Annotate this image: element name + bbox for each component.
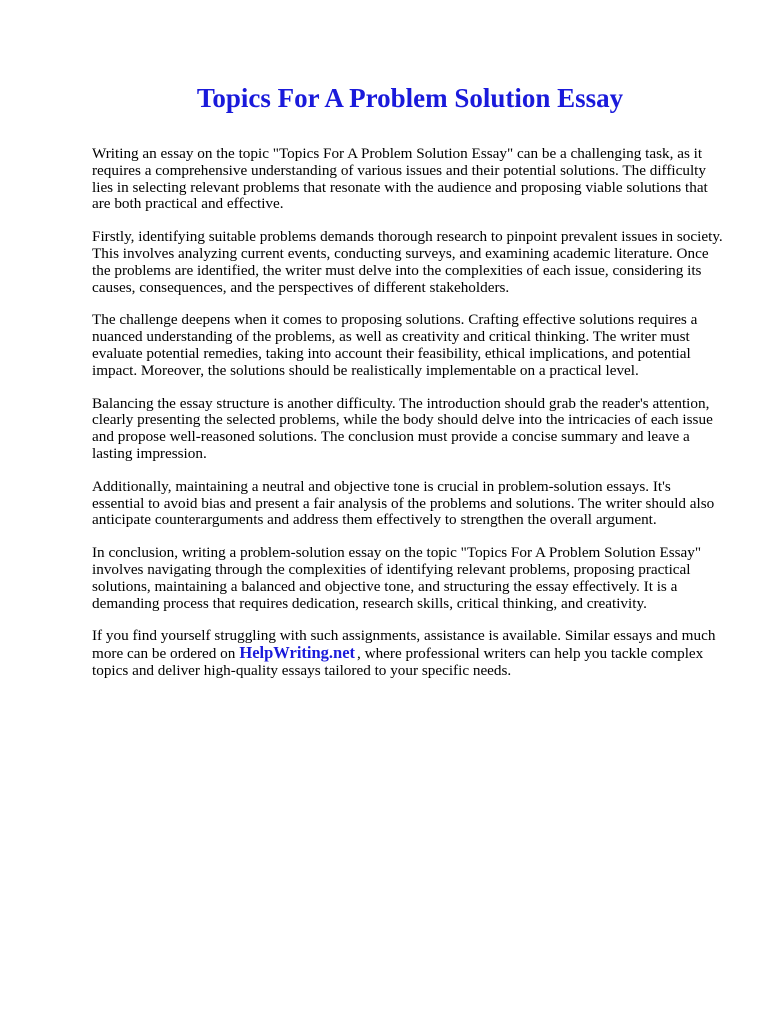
paragraph-proposing-solutions: The challenge deepens when it comes to proposing solutions. Crafting effective solutions requires a nuanced understanding of the problems, as well as creativity and critical thinking. The writer must evaluate potential remedies, taking into account their feasibility, ethical implications, and potential impact. Moreover, the solutions should be realistically implementable on a practical level. [92,311,698,379]
paragraph-objective-tone: Additionally, maintaining a neutral and objective tone is crucial in problem-solution essays. It's essential to avoid bias and present a fair analysis of the problems and solutions. The writer should also anticipate counterarguments and address them effectively to strengthen the overall argument. [92,477,715,529]
closing-text-before-link: If you find yourself struggling with such assignments, assistance is available. Similar essays and much more can be ordered on [92,627,716,663]
paragraph-identifying-problems: Firstly, identifying suitable problems demands thorough research to pinpoint prevalent issues in society. This involves analyzing current events, conducting surveys, and examining academic literature. Once the problems are identified, the writer must delve into the complexities of each issue, considering its causes, consequences, and the perspectives of different stakeholders. [92,228,723,296]
essay-body [92,146,724,696]
paragraph-essay-structure: Balancing the essay structure is another difficulty. The introduction should grab the reader's attention, clearly presenting the selected problems, while the body should delve into the intricacies of each issue and propose well-reasoned solutions. The conclusion must provide a concise summary and leave a lasting impression. [92,394,713,462]
page-title: Topics For A Problem Solution Essay [196,83,624,113]
paragraph-intro: Writing an essay on the topic "Topics For A Problem Solution Essay" can be a challenging task, as it requires a comprehensive understanding of various issues and their potential solutions. The difficulty lies in selecting relevant problems that resonate with the audience and proposing viable solutions that are both practical and effective. [92,145,708,213]
paragraph-closing [92,628,724,679]
paragraph-conclusion: In conclusion, writing a problem-solution essay on the topic "Topics For A Problem Solution Essay" involves navigating through the complexities of identifying relevant problems, proposing practical solutions, maintaining a balanced and objective tone, and structuring the essay effectively. It is a demanding process that requires dedication, research skills, critical thinking, and creativity. [92,544,702,612]
closing-text-after-link: , where professional writers can help you tackle complex topics and deliver high-quality essays tailored to your specific needs. [92,645,704,679]
helpwriting-link[interactable]: HelpWriting.net [239,643,356,663]
